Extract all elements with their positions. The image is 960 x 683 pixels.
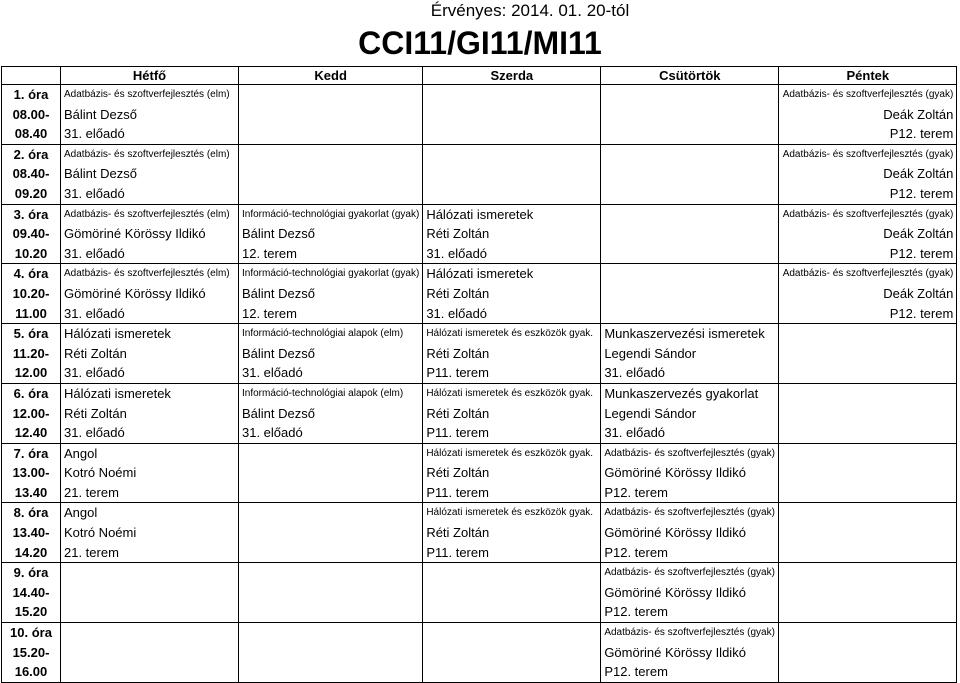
class-title: CCI11/GI11/MI11: [358, 25, 602, 61]
lesson-subject: Adatbázis- és szoftverfejlesztés (gyak): [782, 89, 954, 100]
lesson-teacher: Bálint Dezső: [242, 405, 315, 421]
validity-note: Érvényes: 2014. 01. 20-tól: [430, 1, 630, 20]
period-start: 15.20-: [12, 644, 50, 660]
period-time: [2, 144, 61, 204]
period-start: 10.20-: [12, 285, 50, 301]
lesson-cell: [61, 204, 239, 264]
lesson-subject: Hálózati ismeretek: [64, 326, 171, 342]
lesson-room: 31. előadó: [64, 305, 125, 321]
lesson-room: 31. előadó: [64, 365, 125, 381]
lesson-cell: [423, 85, 601, 145]
lesson-subject: [782, 503, 953, 523]
lesson-cell: [601, 383, 779, 443]
period-label: 5. óra: [13, 326, 49, 342]
lesson-teacher: [242, 523, 419, 543]
lesson-cell: [239, 144, 423, 204]
period-end: 16.00: [14, 664, 48, 680]
lesson-subject: Információ-technológiai gyakorlat (gyak): [242, 268, 420, 280]
lesson-cell: [601, 324, 779, 384]
lesson-room: [242, 124, 419, 144]
lesson-room: [242, 483, 419, 503]
period-end: 09.20: [14, 185, 48, 201]
lesson-teacher: Réti Zoltán: [426, 405, 490, 421]
lesson-room: 31. előadó: [426, 245, 488, 261]
lesson-room: [782, 602, 953, 622]
period-start: 13.40-: [12, 525, 50, 541]
period-start: 08.00-: [12, 106, 50, 122]
period-row: [2, 443, 957, 503]
lesson-room: P11. terem: [426, 365, 489, 381]
lesson-teacher: Gömöriné Körössy Ildikó: [64, 285, 206, 301]
lesson-cell: [423, 144, 601, 204]
lesson-room: [604, 124, 775, 144]
lesson-subject: Munkaszervezés gyakorlat: [604, 385, 759, 401]
lesson-teacher: Réti Zoltán: [426, 465, 490, 481]
period-end: 13.40: [14, 484, 48, 500]
lesson-room: P12. terem: [604, 484, 668, 500]
lesson-cell: [601, 623, 779, 683]
lesson-subject: Hálózati ismeretek: [426, 266, 534, 282]
lesson-subject: [604, 205, 775, 225]
period-end: 15.20: [14, 604, 48, 620]
lesson-teacher: Kotró Noémi: [64, 525, 137, 541]
lesson-room: P12. terem: [604, 604, 668, 620]
lesson-subject: Adatbázis- és szoftverfejlesztés (elm): [64, 208, 230, 220]
lesson-teacher: Bálint Dezső: [242, 345, 315, 361]
lesson-room: [782, 423, 953, 443]
lesson-cell: [423, 623, 601, 683]
lesson-cell: [779, 324, 957, 384]
lesson-subject: Adatbázis- és szoftverfejlesztés (gyak): [604, 567, 775, 579]
lesson-room: 31. előadó: [426, 305, 488, 321]
lesson-room: P12. terem: [889, 126, 954, 142]
lesson-cell: [779, 563, 957, 623]
lesson-teacher: Bálint Dezső: [242, 226, 315, 242]
lesson-cell: [423, 383, 601, 443]
lesson-room: [604, 184, 775, 204]
lesson-teacher: [782, 344, 953, 364]
lesson-teacher: Gömöriné Körössy Ildikó: [604, 644, 746, 660]
lesson-cell: [779, 623, 957, 683]
lesson-room: [242, 662, 419, 682]
lesson-cell: [779, 443, 957, 503]
lesson-subject: [426, 85, 597, 105]
lesson-teacher: [782, 583, 953, 603]
period-label: 1. óra: [13, 87, 49, 102]
lesson-cell: [61, 144, 239, 204]
lesson-subject: [782, 623, 953, 643]
period-end: 10.20: [14, 245, 48, 261]
lesson-teacher: [782, 404, 953, 424]
period-start: 14.40-: [12, 584, 50, 600]
lesson-cell: [61, 443, 239, 503]
lesson-subject: [604, 145, 775, 165]
lesson-teacher: Deák Zoltán: [883, 226, 954, 242]
lesson-teacher: [242, 583, 419, 603]
lesson-cell: [423, 443, 601, 503]
lesson-teacher: Legendi Sándor: [604, 405, 697, 421]
lesson-teacher: Gömöriné Körössy Ildikó: [604, 465, 746, 481]
period-row: [2, 324, 957, 384]
lesson-teacher: [242, 105, 419, 125]
lesson-subject: Adatbázis- és szoftverfejlesztés (gyak): [604, 507, 775, 519]
period-label: 4. óra: [13, 266, 49, 282]
lesson-room: 31. előadó: [604, 365, 666, 381]
period-start: 09.40-: [12, 226, 50, 242]
lesson-teacher: [426, 583, 597, 603]
day-header: Hétfő: [61, 67, 239, 85]
lesson-teacher: Deák Zoltán: [883, 106, 954, 122]
lesson-room: 31. előadó: [64, 185, 125, 201]
lesson-teacher: [426, 164, 597, 184]
lesson-teacher: [242, 164, 419, 184]
lesson-subject: Angol: [64, 445, 98, 461]
lesson-subject: Munkaszervezési ismeretek: [604, 326, 765, 342]
lesson-cell: [779, 264, 957, 324]
period-label: 9. óra: [13, 565, 49, 581]
period-time: [2, 623, 61, 683]
lesson-subject: [604, 264, 775, 284]
lesson-cell: [61, 503, 239, 563]
period-row: [2, 383, 957, 443]
lesson-room: P11. terem: [426, 484, 489, 500]
lesson-teacher: [426, 643, 597, 663]
period-label: 8. óra: [13, 505, 49, 521]
period-label: 7. óra: [13, 445, 49, 461]
lesson-teacher: Bálint Dezső: [242, 285, 315, 301]
lesson-cell: [779, 204, 957, 264]
lesson-cell: [61, 264, 239, 324]
lesson-subject: [64, 563, 235, 583]
lesson-teacher: Kotró Noémi: [64, 465, 137, 481]
lesson-cell: [779, 383, 957, 443]
lesson-teacher: Réti Zoltán: [426, 525, 490, 541]
lesson-room: [64, 602, 235, 622]
lesson-room: [782, 363, 953, 383]
lesson-teacher: [64, 643, 235, 663]
lesson-cell: [423, 324, 601, 384]
lesson-subject: [782, 563, 953, 583]
lesson-subject: [426, 563, 597, 583]
period-label: 3. óra: [13, 206, 49, 222]
lesson-teacher: [782, 643, 953, 663]
lesson-room: [426, 602, 597, 622]
lesson-teacher: Gömöriné Körössy Ildikó: [64, 226, 206, 242]
lesson-teacher: Bálint Dezső: [64, 106, 137, 122]
period-time: [2, 443, 61, 503]
lesson-cell: [779, 85, 957, 145]
lesson-subject: Adatbázis- és szoftverfejlesztés (gyak): [782, 208, 954, 220]
lesson-room: [242, 602, 419, 622]
lesson-room: [782, 483, 953, 503]
lesson-subject: Hálózati ismeretek: [426, 206, 534, 222]
lesson-teacher: [242, 643, 419, 663]
lesson-room: P11. terem: [426, 425, 489, 441]
lesson-teacher: [604, 164, 775, 184]
lesson-room: [604, 304, 775, 324]
period-time: [2, 503, 61, 563]
lesson-teacher: [782, 463, 953, 483]
lesson-cell: [239, 563, 423, 623]
lesson-subject: [242, 145, 419, 165]
period-row: [2, 563, 957, 623]
lesson-cell: [239, 204, 423, 264]
lesson-cell: [601, 204, 779, 264]
lesson-cell: [239, 324, 423, 384]
lesson-room: [426, 662, 597, 682]
day-header: Kedd: [239, 67, 423, 85]
lesson-subject: Adatbázis- és szoftverfejlesztés (elm): [64, 268, 230, 280]
period-end: 11.00: [15, 305, 47, 321]
lesson-subject: [242, 563, 419, 583]
day-header: Péntek: [779, 67, 957, 85]
lesson-cell: [61, 324, 239, 384]
lesson-room: [426, 184, 597, 204]
period-time: [2, 563, 61, 623]
lesson-subject: Adatbázis- és szoftverfejlesztés (gyak): [782, 148, 954, 160]
day-header-row: [2, 67, 957, 85]
lesson-subject: [242, 444, 419, 464]
lesson-room: P12. terem: [604, 544, 668, 560]
lesson-cell: [423, 503, 601, 563]
lesson-teacher: Réti Zoltán: [64, 405, 127, 421]
lesson-cell: [239, 443, 423, 503]
period-row: [2, 623, 957, 683]
period-row: [2, 503, 957, 563]
lesson-cell: [61, 383, 239, 443]
period-time: [2, 85, 61, 145]
lesson-room: P12. terem: [889, 245, 954, 261]
lesson-cell: [239, 503, 423, 563]
lesson-subject: Adatbázis- és szoftverfejlesztés (elm): [64, 148, 230, 160]
lesson-room: 31. előadó: [242, 425, 303, 441]
lesson-teacher: Legendi Sándor: [604, 345, 697, 361]
lesson-cell: [239, 383, 423, 443]
lesson-room: 31. előadó: [242, 365, 303, 381]
lesson-teacher: Deák Zoltán: [883, 285, 954, 301]
lesson-room: [242, 184, 419, 204]
lesson-teacher: [426, 105, 597, 125]
period-label: 6. óra: [13, 385, 49, 401]
period-row: [2, 85, 957, 145]
lesson-teacher: [604, 224, 775, 244]
period-end: 14.20: [14, 544, 48, 560]
lesson-cell: [601, 503, 779, 563]
lesson-room: 12. terem: [242, 305, 297, 321]
lesson-subject: Hálózati ismeretek és eszközök gyak.: [426, 447, 594, 459]
lesson-room: 31. előadó: [64, 245, 125, 261]
lesson-room: [604, 244, 775, 264]
lesson-cell: [61, 563, 239, 623]
period-row: [2, 144, 957, 204]
period-time: [2, 324, 61, 384]
lesson-room: P12. terem: [604, 664, 668, 680]
lesson-teacher: [604, 284, 775, 304]
lesson-teacher: [242, 463, 419, 483]
lesson-room: P12. terem: [889, 185, 954, 201]
lesson-teacher: Réti Zoltán: [426, 345, 490, 361]
lesson-room: 21. terem: [64, 484, 119, 500]
day-header: Csütörtök: [601, 67, 779, 85]
corner-cell: [2, 67, 61, 85]
period-time: [2, 383, 61, 443]
lesson-cell: [779, 144, 957, 204]
lesson-subject: [242, 623, 419, 643]
period-start: 12.00-: [12, 405, 50, 421]
lesson-cell: [601, 264, 779, 324]
lesson-subject: [242, 85, 419, 105]
day-header: Szerda: [423, 67, 601, 85]
lesson-teacher: Réti Zoltán: [426, 226, 490, 242]
period-end: 12.00: [14, 365, 48, 381]
lesson-teacher: [64, 583, 235, 603]
lesson-room: [426, 124, 597, 144]
lesson-room: [64, 662, 235, 682]
lesson-room: 21. terem: [64, 544, 119, 560]
lesson-subject: [426, 623, 597, 643]
period-label: 10. óra: [10, 625, 52, 641]
lesson-subject: Hálózati ismeretek és eszközök gyak.: [426, 507, 594, 519]
lesson-cell: [423, 563, 601, 623]
lesson-subject: [64, 623, 235, 643]
lesson-teacher: [782, 523, 953, 543]
lesson-subject: Adatbázis- és szoftverfejlesztés (elm): [64, 89, 230, 100]
lesson-teacher: Gömöriné Körössy Ildikó: [604, 584, 746, 600]
lesson-room: [782, 662, 953, 682]
lesson-teacher: [604, 105, 775, 125]
lesson-subject: [782, 384, 953, 404]
lesson-room: [242, 543, 419, 563]
period-row: [2, 204, 957, 264]
period-start: 13.00-: [12, 465, 50, 481]
lesson-subject: Információ-technológiai alapok (elm): [242, 328, 404, 340]
period-end: 12.40: [14, 425, 48, 441]
lesson-cell: [601, 85, 779, 145]
lesson-subject: Adatbázis- és szoftverfejlesztés (gyak): [604, 627, 775, 639]
lesson-teacher: Deák Zoltán: [883, 166, 954, 182]
period-time: [2, 204, 61, 264]
lesson-subject: [426, 145, 597, 165]
lesson-teacher: Bálint Dezső: [64, 166, 137, 182]
lesson-cell: [61, 85, 239, 145]
lesson-room: 12. terem: [242, 245, 297, 261]
lesson-cell: [239, 264, 423, 324]
lesson-cell: [239, 85, 423, 145]
lesson-subject: [782, 324, 953, 344]
timetable: [1, 66, 957, 683]
lesson-subject: Információ-technológiai alapok (elm): [242, 387, 404, 399]
lesson-teacher: Réti Zoltán: [64, 345, 127, 361]
lesson-cell: [239, 623, 423, 683]
lesson-subject: Hálózati ismeretek: [64, 385, 171, 401]
lesson-subject: [782, 444, 953, 464]
lesson-cell: [601, 443, 779, 503]
lesson-teacher: Réti Zoltán: [426, 285, 490, 301]
lesson-subject: Információ-technológiai gyakorlat (gyak): [242, 208, 420, 220]
lesson-subject: Hálózati ismeretek és eszközök gyak.: [426, 328, 594, 340]
lesson-room: P12. terem: [889, 305, 954, 321]
lesson-subject: Hálózati ismeretek és eszközök gyak.: [426, 387, 594, 399]
lesson-subject: Adatbázis- és szoftverfejlesztés (gyak): [782, 268, 954, 280]
period-start: 08.40-: [12, 166, 50, 182]
lesson-subject: Angol: [64, 505, 98, 521]
period-time: [2, 264, 61, 324]
lesson-teacher: Gömöriné Körössy Ildikó: [604, 525, 746, 541]
lesson-subject: [604, 85, 775, 105]
lesson-room: 31. előadó: [604, 425, 666, 441]
lesson-cell: [423, 204, 601, 264]
lesson-cell: [601, 144, 779, 204]
period-row: [2, 264, 957, 324]
lesson-subject: [242, 503, 419, 523]
period-label: 2. óra: [13, 146, 49, 162]
lesson-cell: [779, 503, 957, 563]
lesson-room: 31. előadó: [64, 126, 125, 142]
lesson-room: 31. előadó: [64, 425, 125, 441]
lesson-cell: [423, 264, 601, 324]
lesson-subject: Adatbázis- és szoftverfejlesztés (gyak): [604, 447, 775, 459]
lesson-cell: [61, 623, 239, 683]
lesson-cell: [601, 563, 779, 623]
period-end: 08.40: [14, 126, 48, 142]
lesson-room: P11. terem: [426, 544, 489, 560]
lesson-room: [782, 543, 953, 563]
period-start: 11.20-: [12, 345, 50, 361]
